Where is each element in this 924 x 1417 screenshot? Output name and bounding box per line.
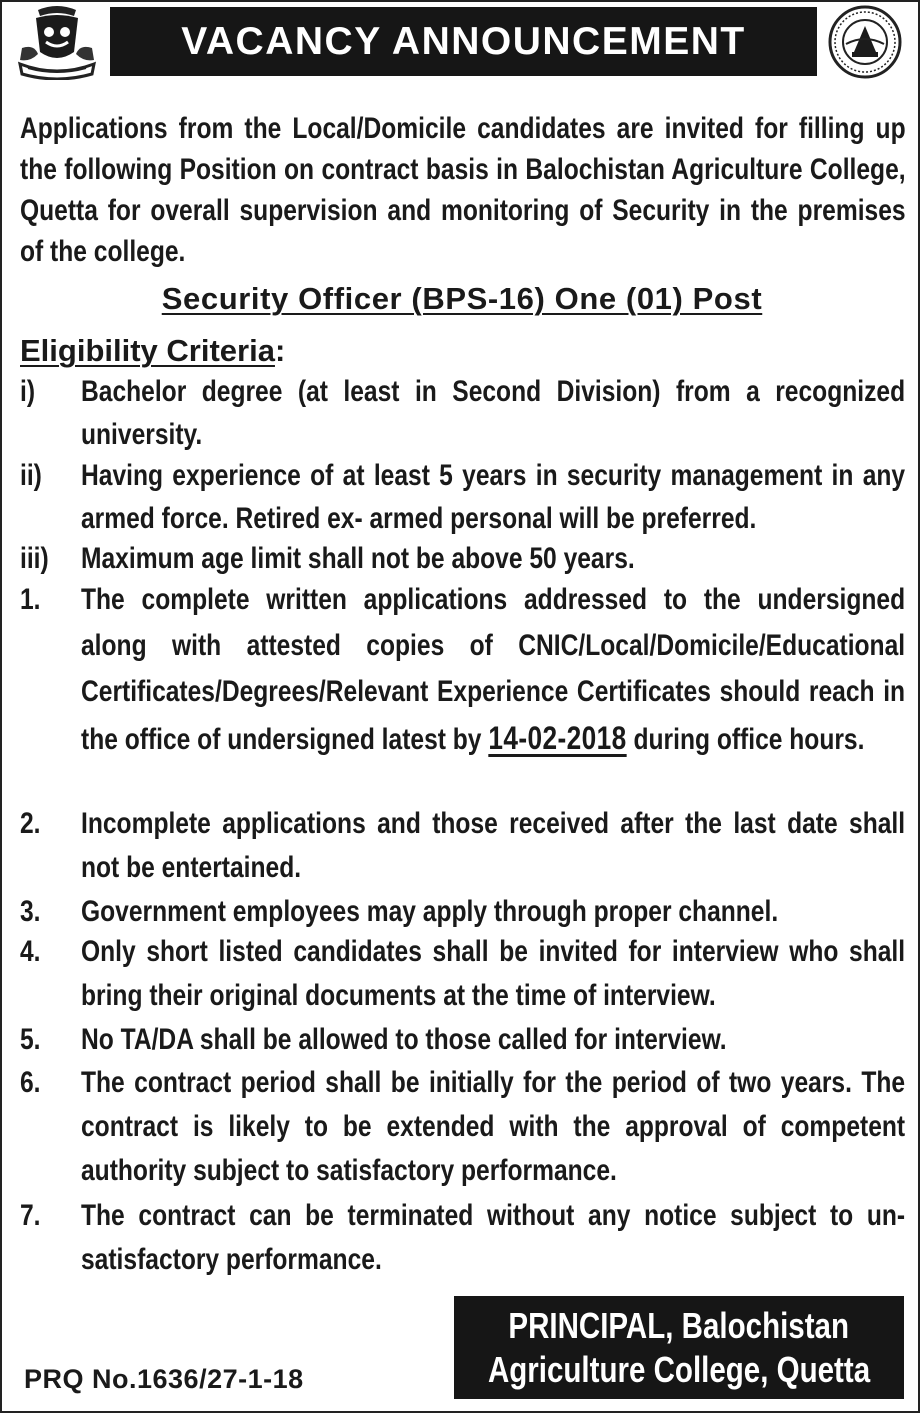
condition-text-before: The complete written applications addressed to the undersigned along with attested copies of CNIC/Local/Domicile/Educational Certificates/Degrees/Relevant Experience Certificates should reach in the office of undersigned latest by bbox=[81, 583, 906, 756]
announcement-banner bbox=[110, 7, 817, 76]
intro-paragraph bbox=[20, 108, 924, 272]
condition-item-text bbox=[81, 577, 905, 763]
list-marker: iii) bbox=[20, 542, 49, 575]
eligibility-heading-colon: : bbox=[274, 333, 286, 368]
intro-text: Applications from the Local/Domicile candidates are invited for filling up the following Position on contract basis in Balochistan Agriculture College, Quetta for overall supervision and monitoring of Security in the premises of the college. bbox=[20, 112, 906, 268]
signatory-line-1: PRINCIPAL, Balochistan bbox=[508, 1304, 850, 1346]
condition-item-text: Incomplete applications and those received after the last date shall not be entertained. bbox=[81, 807, 906, 884]
eligibility-heading bbox=[20, 333, 285, 369]
list-marker: 6. bbox=[20, 1066, 41, 1099]
criteria-item-text: Maximum age limit shall not be above 50 years. bbox=[81, 542, 635, 575]
list-marker: 4. bbox=[20, 935, 41, 968]
list-marker: 7. bbox=[20, 1199, 41, 1232]
condition-item-text: No TA/DA shall be allowed to those called for interview. bbox=[81, 1023, 727, 1056]
condition-text-after: during office hours. bbox=[626, 723, 865, 756]
list-marker: 5. bbox=[20, 1023, 41, 1056]
post-title-text: Security Officer (BPS-16) One (01) Post bbox=[161, 281, 763, 316]
condition-item-text: The contract can be terminated without any notice subject to un-satisfactory performance. bbox=[81, 1199, 906, 1276]
list-marker: 2. bbox=[20, 807, 41, 840]
post-title bbox=[0, 281, 924, 317]
condition-item-text: The contract period shall be initially for the period of two years. The contract is likely to be extended with the approval of competent authority subject to satisfactory performance. bbox=[81, 1066, 906, 1187]
condition-item-text: Only short listed candidates shall be invited for interview who shall bring their original documents at the time of interview. bbox=[81, 935, 906, 1012]
criteria-item-text: Bachelor degree (at least in Second Division) from a recognized university. bbox=[81, 375, 906, 451]
government-emblem-icon bbox=[16, 4, 98, 80]
deadline-date: 14-02-2018 bbox=[488, 720, 627, 756]
banner-title: VACANCY ANNOUNCEMENT bbox=[181, 19, 746, 63]
college-seal-icon bbox=[824, 4, 906, 80]
list-marker: 3. bbox=[20, 895, 41, 928]
signatory-line-2: Agriculture College, Quetta bbox=[487, 1348, 871, 1390]
list-marker: 1. bbox=[20, 583, 41, 616]
signatory-box bbox=[454, 1296, 904, 1399]
condition-item-text: Government employees may apply through proper channel. bbox=[81, 895, 779, 928]
list-marker: ii) bbox=[20, 459, 42, 492]
prq-number: PRQ No.1636/27-1-18 bbox=[24, 1364, 304, 1394]
eligibility-heading-text: Eligibility Criteria bbox=[20, 333, 275, 368]
criteria-item-text: Having experience of at least 5 years in security management in any armed force. Retired ex- armed personal will be preferred. bbox=[81, 459, 906, 535]
list-marker: i) bbox=[20, 375, 36, 408]
